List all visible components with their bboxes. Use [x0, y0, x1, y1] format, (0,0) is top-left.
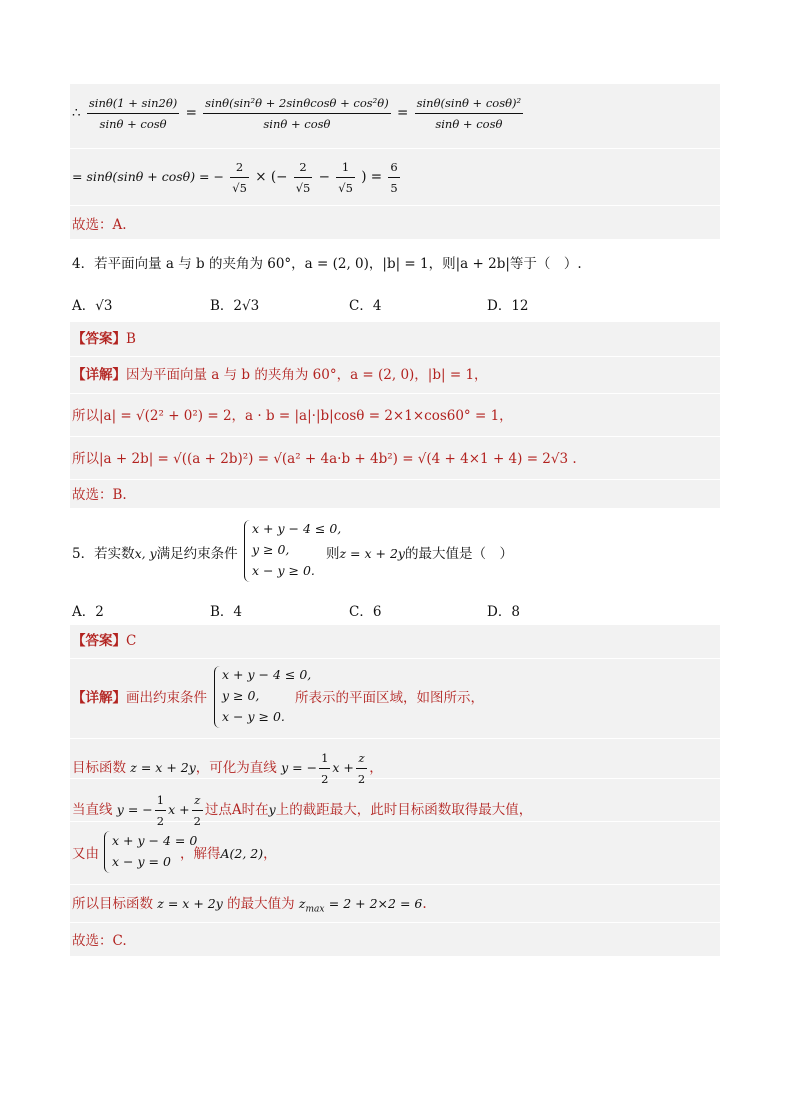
fraction: $\frac{\text{sinθ(sin²θ + 2sinθcosθ + cos²θ)}}{\sin\theta + \cos\theta}$	[205, 96, 389, 131]
q4-option-a: A．√3	[72, 298, 113, 314]
fraction: $\frac{\text{sinθ(sinθ + cosθ)²}}{\sin\theta + \cos\theta}$	[416, 96, 522, 131]
q5-solve-tail: ，解得A(2, 2)，	[180, 846, 277, 862]
row-divider	[70, 658, 720, 659]
q5-detail-line-1-tail: 所表示的平面区域，如图所示，	[295, 690, 484, 706]
q5-detail-line-1: 【详解】画出约束条件	[72, 690, 207, 706]
derivation-line-2: = sinθ(sinθ + cosθ) = − $\frac{2}{√5}$ × (− $\frac{2}{√5}$ − $\frac{1}{√5}$ ) = $\frac{6}{5}$	[72, 160, 398, 195]
q4-detail-line-1: 【详解】因为平面向量 a 与 b 的夹角为 60°，a = (2, 0)，|b| = 1，	[72, 367, 488, 383]
fraction: $\frac{1}{2}$	[156, 793, 165, 828]
row-divider	[70, 884, 720, 885]
row-divider	[70, 479, 720, 480]
row-divider	[70, 738, 720, 739]
fraction: $\frac{\sin\theta(1 + \sin 2\theta)}{\sin\theta + \cos\theta}$	[88, 96, 178, 131]
question-4-stem: 4．若平面向量 a 与 b 的夹角为 60°，a = (2, 0)，|b| = 1，则|a + 2b|等于（ ）.	[72, 256, 582, 272]
q4-answer: 【答案】B	[72, 331, 136, 347]
q4-detail-line-2: 所以|a| = √(2² + 0²) = 2，a · b = |a|·|b|cosθ = 2×1×cos60° = 1，	[72, 408, 513, 424]
brace	[104, 831, 111, 873]
q5-objective-line: 目标函数 z = x + 2y，可化为直线 y = − $\frac{1}{2}$ x + $\frac{z}{2}$ ，	[72, 751, 383, 786]
question-5-stem: 5．若实数x, y满足约束条件	[72, 546, 238, 562]
q4-detail-line-3: 所以|a + 2b| = √((a + 2b)²) = √(a² + 4a·b + 4b²) = √(4 + 4×1 + 4) = 2√3 .	[72, 451, 577, 467]
row-divider	[70, 356, 720, 357]
q4-option-d: D．12	[487, 298, 529, 314]
choose-answer-3: 故选：A.	[72, 217, 127, 233]
q5-option-b: B．4	[210, 604, 243, 620]
fraction: $\frac{1}{2}$	[321, 751, 329, 786]
q5-line-intercept: 当直线 y = − $\frac{1}{2}$ x + $\frac{z}{2}$ 过点A时在y上的截距最大，此时目标函数取得最大值，	[72, 793, 533, 828]
fraction: $\frac{6}{5}$	[390, 160, 398, 195]
q4-option-b: B．2√3	[210, 298, 260, 314]
q5-answer: 【答案】C	[72, 633, 137, 649]
fraction: $\frac{1}{√5}$	[338, 160, 353, 195]
q4-choose: 故选：B.	[72, 487, 127, 503]
q5-constraints: x + y − 4 ≤ 0, y ≥ 0, x − y ≥ 0.	[252, 521, 342, 578]
fraction: $\frac{z}{2}$	[193, 793, 201, 828]
q5-option-c: C．6	[349, 604, 382, 620]
fraction: $\frac{2}{√5}$	[232, 160, 247, 195]
q5-detail-constraints: x + y − 4 ≤ 0, y ≥ 0, x − y ≥ 0.	[222, 667, 312, 724]
brace	[214, 666, 221, 728]
fraction: $\frac{2}{√5}$	[295, 160, 311, 195]
row-divider	[70, 436, 720, 437]
q5-option-a: A．2	[72, 604, 104, 620]
q5-max-line: 所以目标函数 z = x + 2y 的最大值为 $z_{max} = 2 + 2\times 2 = 6$.	[72, 896, 427, 915]
row-divider	[70, 922, 720, 923]
row-divider	[70, 393, 720, 394]
q5-option-d: D．8	[487, 604, 520, 620]
row-divider	[70, 148, 720, 149]
q5-choose: 故选：C.	[72, 933, 127, 949]
q5-solve-system: x + y − 4 = 0 x − y = 0	[112, 833, 198, 869]
fraction: $\frac{z}{2}$	[357, 751, 366, 786]
q5-stem-tail: 则z = x + 2y的最大值是（ ）	[326, 546, 513, 562]
derivation-line-1: ∴ $\frac{\sin\theta(1 + \sin 2\theta)}{\sin\theta + \cos\theta}$ = $\frac{\text{sinθ(sin²θ + 2sinθcosθ + cos²θ)}}{\sin\theta + \cos\theta}$ = $\frac{\text{sinθ(sinθ + cosθ)²}}{\sin\theta + \cos\theta}$	[72, 96, 522, 131]
brace	[244, 520, 251, 582]
row-divider	[70, 205, 720, 206]
q4-option-c: C．4	[349, 298, 382, 314]
q5-solve-line: 又由	[72, 846, 99, 862]
